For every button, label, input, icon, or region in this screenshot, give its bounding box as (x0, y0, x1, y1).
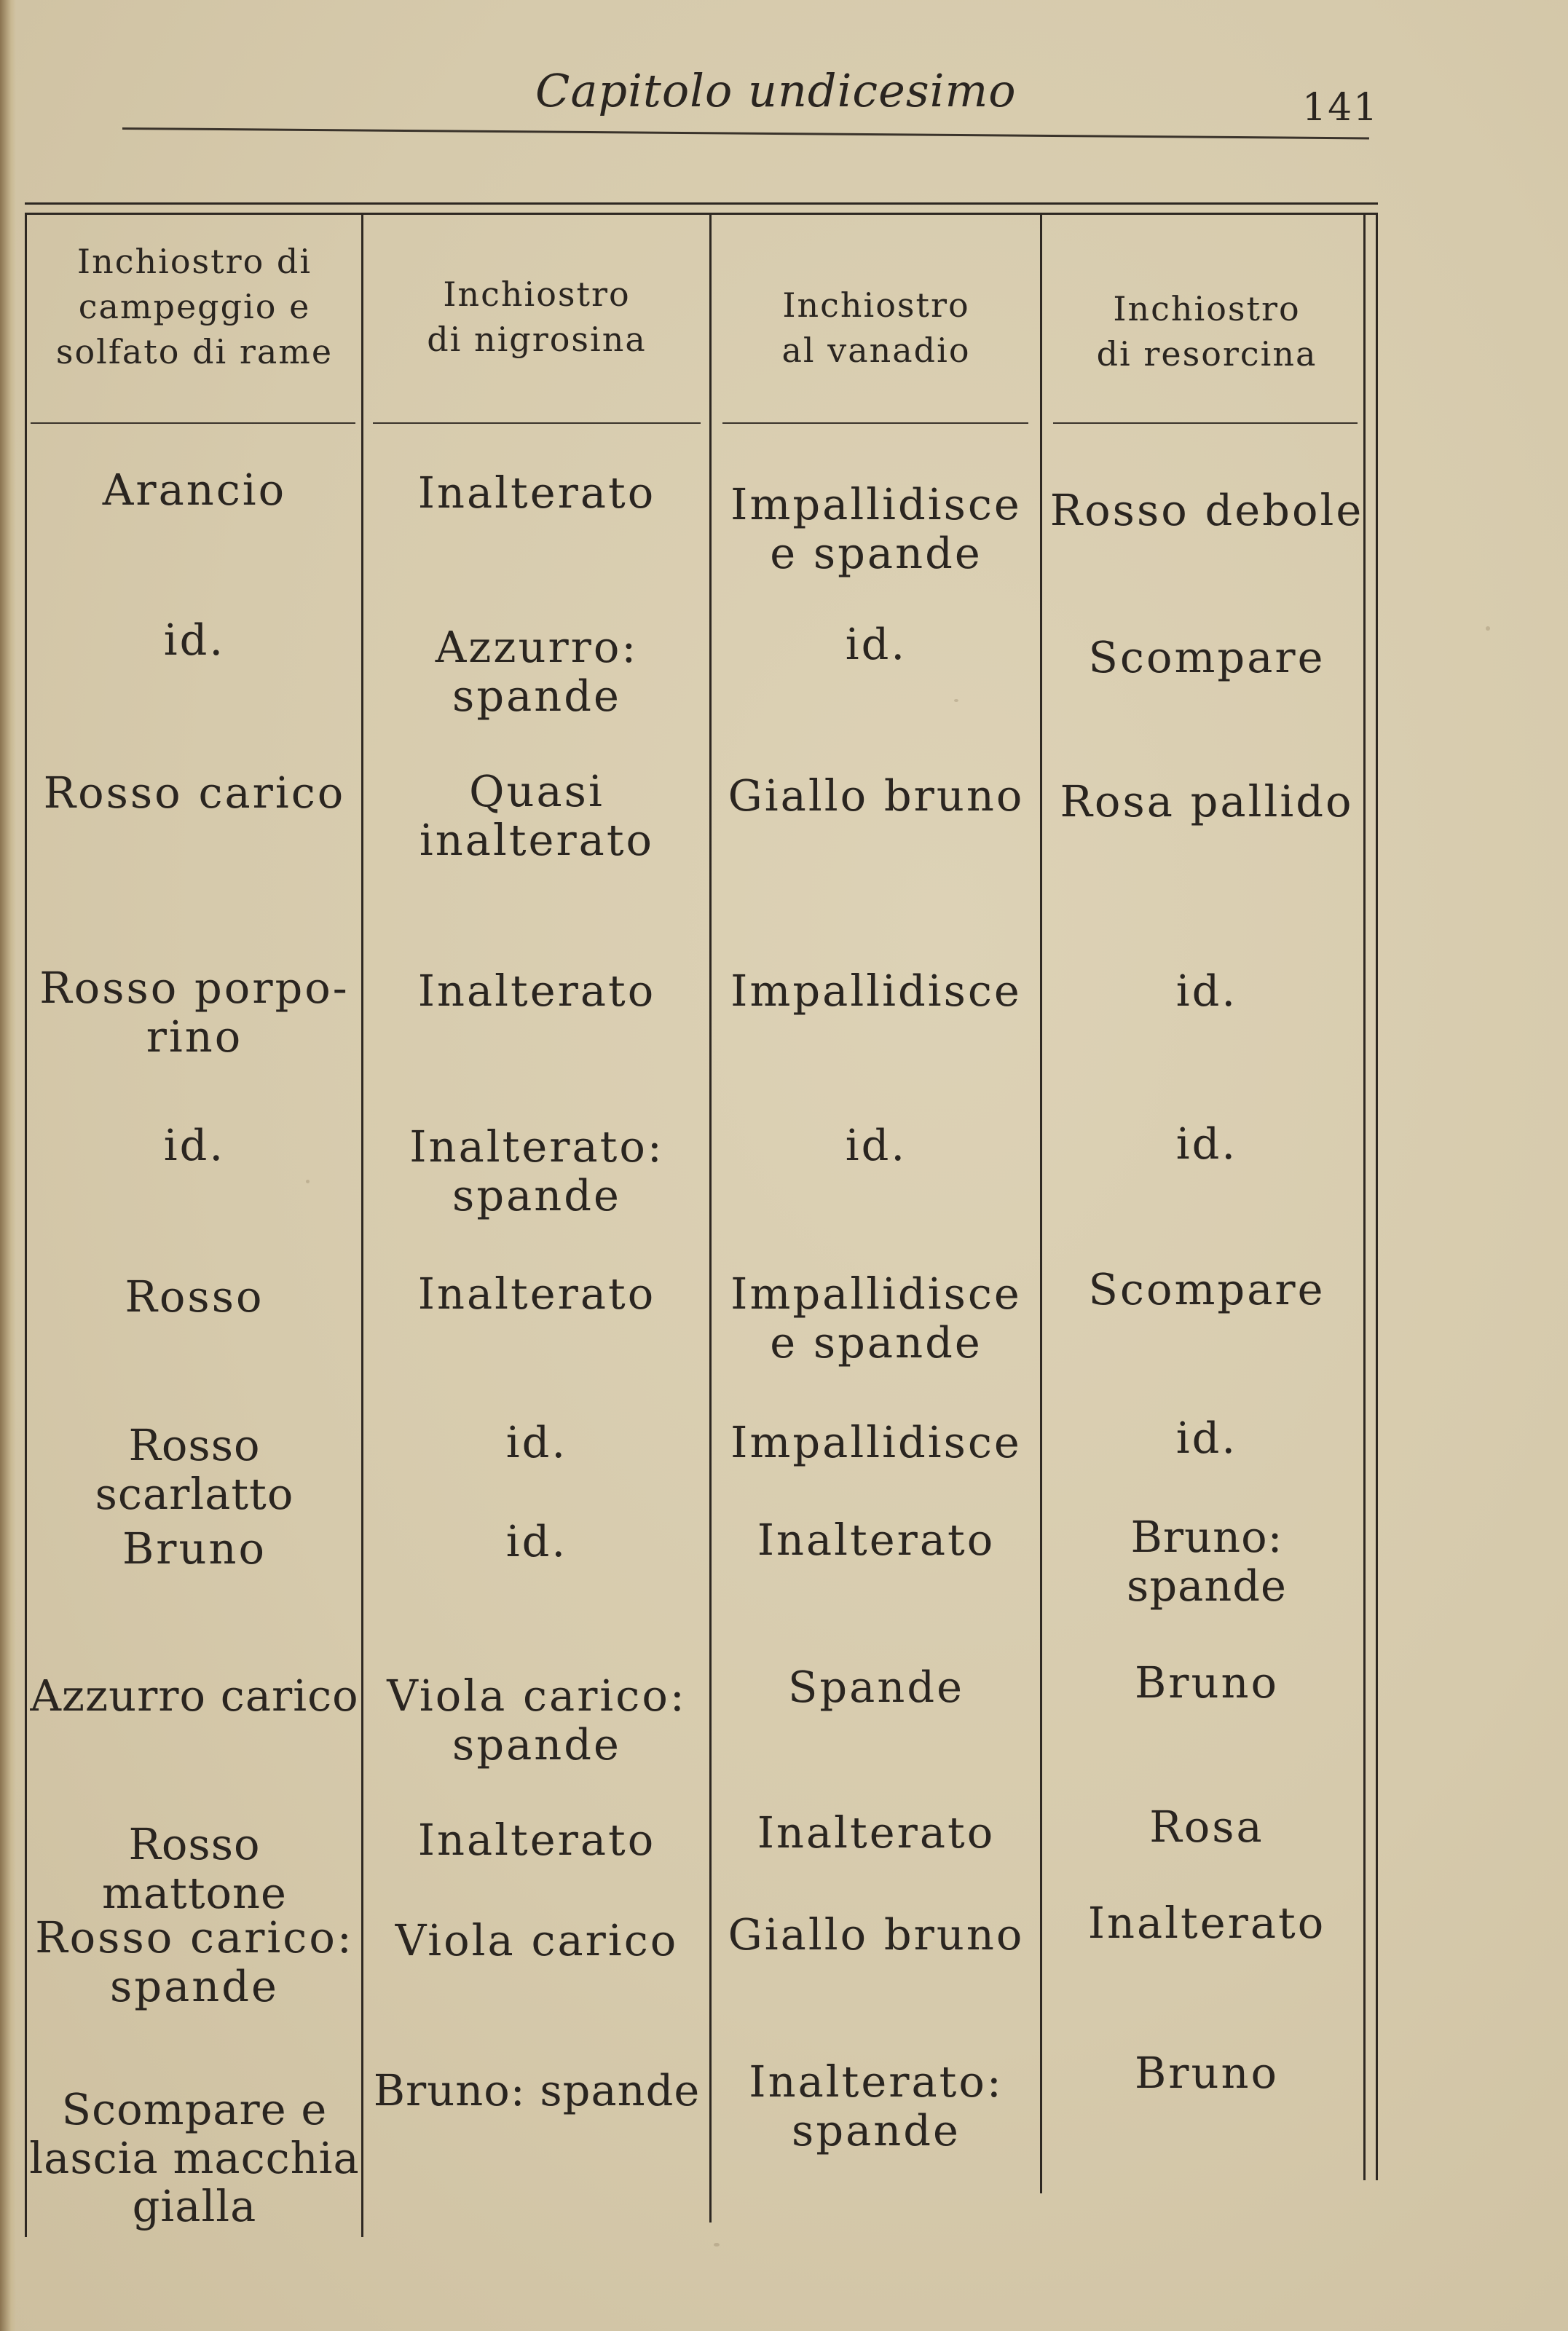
table-cell: Azzurro: spande (435, 622, 639, 721)
table-cell: Scompare (1088, 632, 1325, 682)
table-cell: Inalterato (757, 1515, 996, 1565)
table-cell: Bruno: spande (373, 2065, 701, 2115)
chapter-title: Capitolo undicesimo (535, 64, 1017, 117)
table-cell: Rosa (1149, 1802, 1264, 1852)
table-top-rule-inner (25, 213, 1378, 215)
table-cell: Impallidisce e spande (730, 479, 1022, 578)
header-rule-col-4 (1053, 422, 1358, 424)
table-left-border (25, 213, 27, 2237)
table-cell: Giallo bruno (728, 1909, 1025, 1960)
header-rule-col-1 (31, 422, 355, 424)
table-cell: Inalterato: spande (409, 1121, 664, 1220)
table-cell: Rosso porpo- rino (39, 963, 350, 1062)
page-number: 141 (1302, 86, 1379, 130)
running-head (0, 60, 1568, 130)
table-cell: id. (163, 615, 226, 665)
table-cell: Arancio (102, 465, 287, 515)
table-cell: Inalterato (417, 966, 656, 1016)
table-cell: Spande (787, 1662, 965, 1712)
table-cell: Viola carico (395, 1915, 679, 1965)
table-cell: Bruno: spande (1127, 1512, 1287, 1611)
header-nigrosina: Inchiostro di nigrosina (427, 275, 647, 360)
table-cell: Viola carico: spande (387, 1671, 687, 1770)
table-cell: Scompare e lascia macchia gialla (29, 2084, 360, 2232)
table-cell: id. (845, 619, 907, 669)
paper-speck (714, 2243, 720, 2247)
table-cell: Inalterato (417, 1269, 656, 1319)
table-cell: Rosso mattone (102, 1819, 287, 1918)
table-cell: Bruno (122, 1523, 267, 1574)
table-cell: Giallo bruno (728, 770, 1025, 821)
table-cell: id. (1175, 1413, 1238, 1463)
column-divider-1 (361, 213, 363, 2237)
paper-speck (306, 1180, 310, 1183)
paper-speck (954, 699, 958, 702)
table-cell: id. (163, 1120, 226, 1170)
header-rule-col-2 (373, 422, 701, 424)
table-cell: Inalterato (417, 1815, 656, 1865)
table-cell: Azzurro carico (30, 1671, 359, 1721)
table-cell: id. (505, 1516, 568, 1566)
table-cell: Bruno (1134, 1657, 1280, 1708)
table-cell: Inalterato (757, 1807, 996, 1858)
running-head-rule (122, 127, 1369, 139)
header-campeggio: Inchiostro di campeggio e solfato di rame (55, 242, 334, 372)
page-gutter-shadow (0, 0, 16, 2331)
ink-reaction-table (25, 202, 1378, 2232)
column-divider-3 (1040, 213, 1042, 2193)
paper-speck (1486, 626, 1490, 631)
table-cell: Bruno (1134, 2048, 1280, 2098)
header-resorcina: Inchiostro di resorcina (1096, 289, 1317, 374)
table-cell: id. (1175, 1119, 1238, 1169)
header-rule-col-3 (722, 422, 1028, 424)
table-cell: Rosso carico (43, 768, 346, 818)
table-cell: Impallidisce e spande (730, 1269, 1022, 1368)
table-cell: Impallidisce (730, 1417, 1022, 1467)
table-cell: Rosso debole (1049, 485, 1364, 535)
table-cell: id. (505, 1417, 568, 1467)
table-top-rule (25, 202, 1378, 205)
table-cell: id. (1175, 966, 1238, 1016)
table-cell: Inalterato (417, 468, 656, 518)
table-cell: Inalterato (1087, 1898, 1326, 1948)
header-vanadio: Inchiostro al vanadio (781, 285, 971, 371)
table-cell: Quasi inalterato (419, 766, 655, 865)
table-cell: Scompare (1088, 1264, 1325, 1314)
table-cell: Rosso (125, 1271, 264, 1322)
table-cell: Rosa pallido (1060, 776, 1354, 827)
table-cell: id. (845, 1120, 907, 1170)
table-cell: Rosso carico: spande (35, 1912, 354, 2011)
table-cell: Inalterato: spande (749, 2056, 1004, 2156)
table-cell: Impallidisce (730, 966, 1022, 1016)
column-divider-2 (709, 213, 712, 2222)
table-cell: Rosso scarlatto (95, 1420, 294, 1519)
paper-speck (1282, 1908, 1287, 1911)
